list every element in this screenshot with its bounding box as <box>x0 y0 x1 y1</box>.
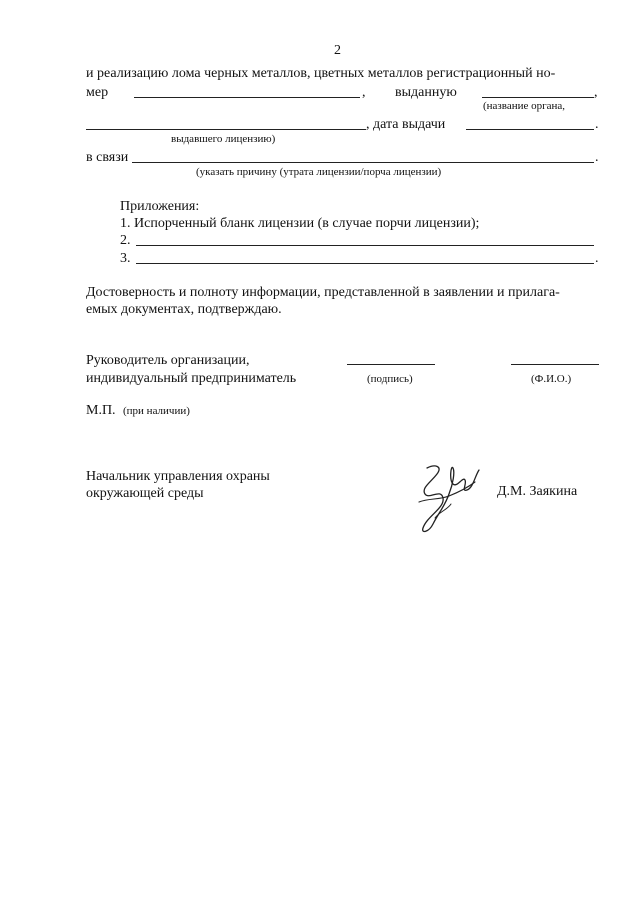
form-line-4-label: в связи <box>86 150 129 165</box>
page-number: 2 <box>334 43 341 58</box>
registration-number-field[interactable] <box>134 97 360 98</box>
hint-issued-license: выдавшего лицензию) <box>171 133 276 145</box>
attachment-item-3-end-dot: . <box>595 251 599 266</box>
reason-field[interactable] <box>132 162 594 163</box>
form-line-4-end-dot: . <box>595 150 599 165</box>
issuing-authority-field[interactable] <box>482 97 594 98</box>
applicant-name-field[interactable] <box>511 364 599 365</box>
attachment-item-1: 1. Испорченный бланк лицензии (в случае порчи лицензии); <box>120 216 480 231</box>
signatory-role-line-1: Руководитель организации, <box>86 353 250 368</box>
handwritten-signature-icon <box>405 458 485 538</box>
form-line-3-date-label: , дата выдачи <box>366 117 446 132</box>
issue-date-field[interactable] <box>466 129 594 130</box>
hint-full-name: (Ф.И.О.) <box>531 373 572 385</box>
form-line-3-end-dot: . <box>595 117 599 132</box>
form-line-2-comma: , <box>362 85 366 100</box>
stamp-label: М.П. <box>86 403 116 418</box>
confirmation-line-2: емых документах, подтверждаю. <box>86 302 282 317</box>
attachment-item-2-field[interactable] <box>136 245 594 246</box>
signatory-role-line-2: индивидуальный предприниматель <box>86 371 297 386</box>
hint-issuing-authority: (название органа, <box>483 100 566 112</box>
confirmation-line-1: Достоверность и полноту информации, представленной в заявлении и прилага- <box>86 285 560 300</box>
form-line-2-label: мер <box>86 85 109 100</box>
attachments-title: Приложения: <box>120 199 200 214</box>
form-line-2-end-comma: , <box>594 85 598 100</box>
form-line-1: и реализацию лома черных металлов, цветных металлов регистрационный но- <box>86 66 556 81</box>
applicant-signature-field[interactable] <box>347 364 435 365</box>
hint-signature: (подпись) <box>367 373 413 385</box>
form-line-2-issued: выданную <box>395 85 457 100</box>
official-title-line-1: Начальник управления охраны <box>86 469 270 484</box>
attachment-item-3-field[interactable] <box>136 263 594 264</box>
issuing-authority-continued-field[interactable] <box>86 129 366 130</box>
attachment-item-3-number: 3. <box>120 251 131 266</box>
stamp-hint: (при наличии) <box>123 405 190 417</box>
hint-reason: (указать причину (утрата лицензии/порча лицензии) <box>196 166 442 178</box>
official-name: Д.М. Заякина <box>497 484 578 499</box>
attachment-item-2-number: 2. <box>120 233 131 248</box>
official-title-line-2: окружающей среды <box>86 486 204 501</box>
